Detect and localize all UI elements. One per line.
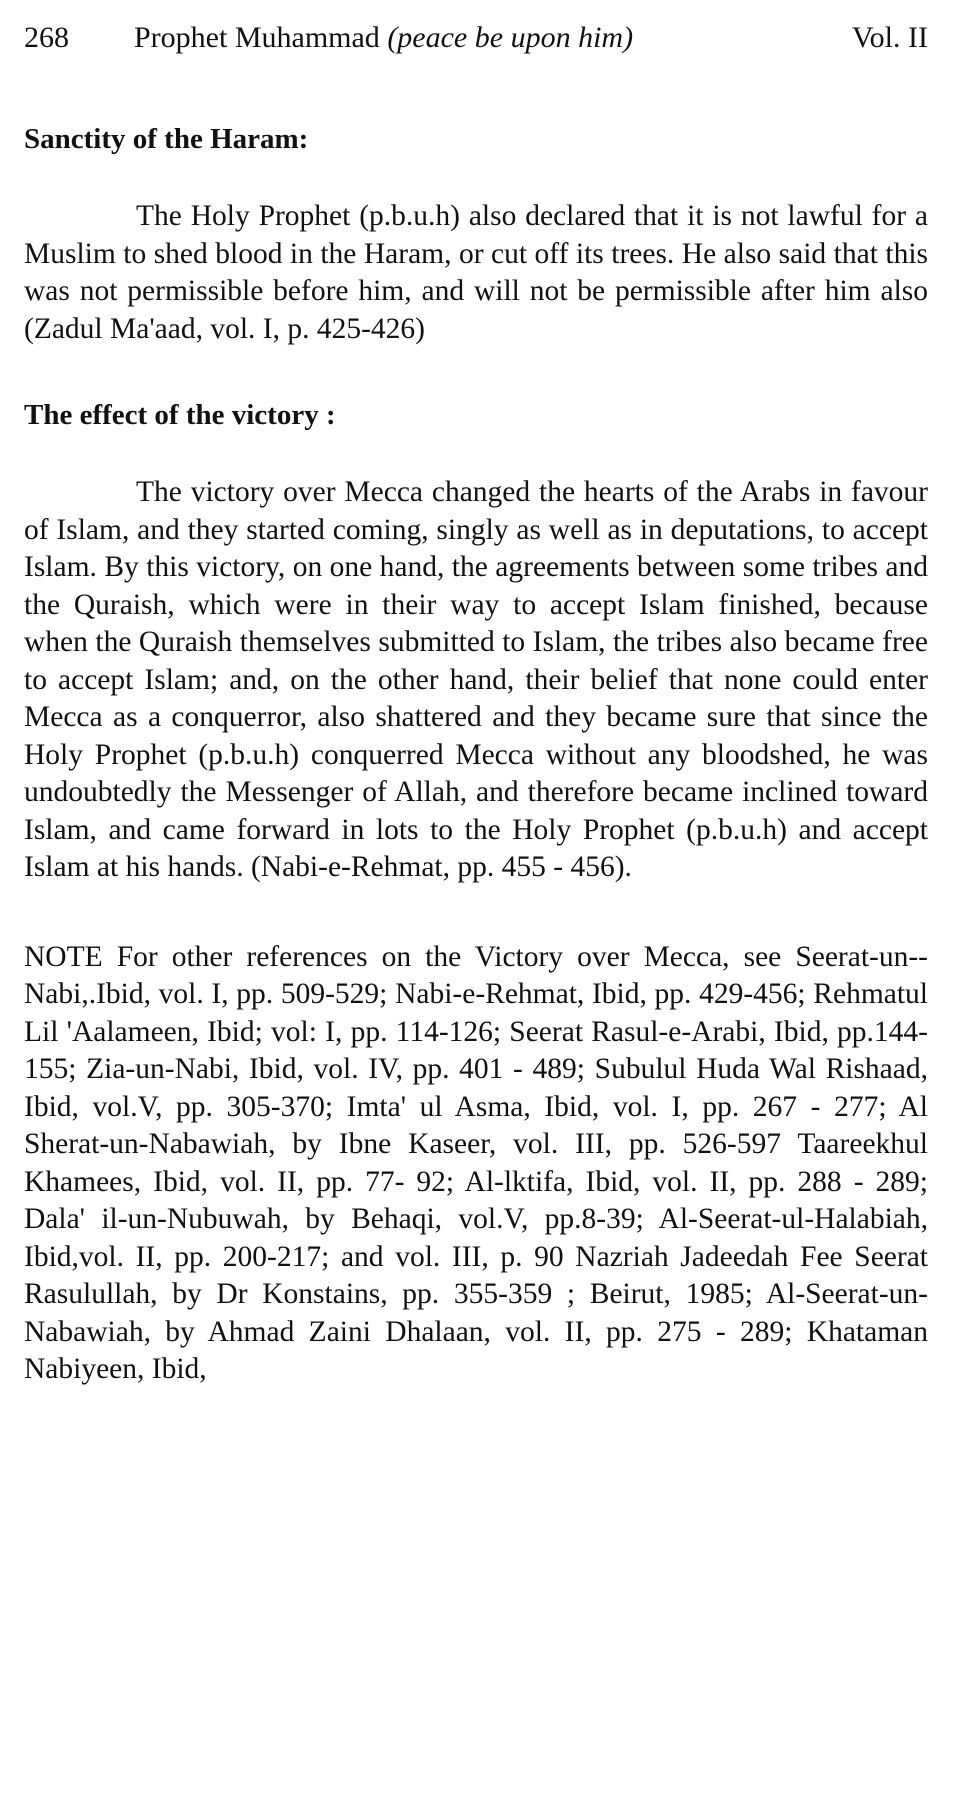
book-title bbox=[134, 18, 633, 58]
book-title-honorific: (peace be upon him) bbox=[387, 21, 634, 54]
volume-label: Vol. II bbox=[851, 21, 928, 54]
book-title-main: Prophet Muhammad bbox=[134, 21, 380, 54]
paragraph-sanctity: The Holy Prophet (p.b.u.h) also declared that it is not lawful for a Muslim to shed blood in the Haram, or cut off its trees. He also said that this was not permissible before him, and will not be permissible after him also (Zadul Ma'aad, vol. I, p. 425-426) bbox=[24, 200, 928, 345]
paragraph-victory-effect: The victory over Mecca changed the hearts of the Arabs in favour of Islam, and they started coming, singly as well as in deputations, to accept Islam. By this victory, on one hand, the agreements between some tribes and the Quraish, which were in their way to accept Islam finished, because when the Quraish themselves submitted to Islam, the tribes also became free to accept Islam; and, on the other hand, their belief that none could enter Mecca as a conquerror, also shattered and they became sure that since the Holy Prophet (p.b.u.h) conquerred Mecca without any bloodshed, he was undoubtedly the Messenger of Allah, and therefore became inclined toward Islam, and came forward in lots to the Holy Prophet (p.b.u.h) and accept Islam at his hands. (Nabi-e-Rehmat, pp. 455 - 456). bbox=[24, 476, 928, 883]
page-number: 268 bbox=[24, 21, 69, 54]
section-heading-victory-effect: The effect of the victory : bbox=[24, 399, 336, 431]
references-note: NOTE For other references on the Victory over Mecca, see Seerat-un--Nabi,.Ibid, vol. I, pp. 509-529; Nabi-e-Rehmat, Ibid, pp. 429-456; Rehmatul Lil 'Aalameen, Ibid; vol: I, pp. 114-126; Seerat Rasul-e-Arabi, Ibid, pp.144-155; Zia-un-Nabi, Ibid, vol. IV, pp. 401 - 489; Subulul Huda Wal Rishaad, Ibid, vol.V, pp. 305-370; Imta' ul Asma, Ibid, vol. I, pp. 267 - 277; Al Sherat-un-Nabawiah, by Ibne Kaseer, vol. III, pp. 526-597 Taareekhul Khamees, Ibid, vol. II, pp. 77- 92; Al-lktifa, Ibid, vol. II, pp. 288 - 289; Dala' il-un-Nubuwah, by Behaqi, vol.V, pp.8-39; Al-Seerat-ul-Halabiah, Ibid,vol. II, pp. 200-217; and vol. III, p. 90 Nazriah Jadeedah Fee Seerat Rasulullah, by Dr Konstains, pp. 355-359 ; Beirut, 1985; Al-Seerat-un-Nabawiah, by Ahmad Zaini Dhalaan, vol. II, pp. 275 - 289; Khataman Nabiyeen, Ibid, bbox=[24, 940, 928, 1385]
section-heading-sanctity: Sanctity of the Haram: bbox=[24, 123, 309, 155]
running-head bbox=[24, 18, 928, 58]
book-page bbox=[24, 18, 928, 1389]
